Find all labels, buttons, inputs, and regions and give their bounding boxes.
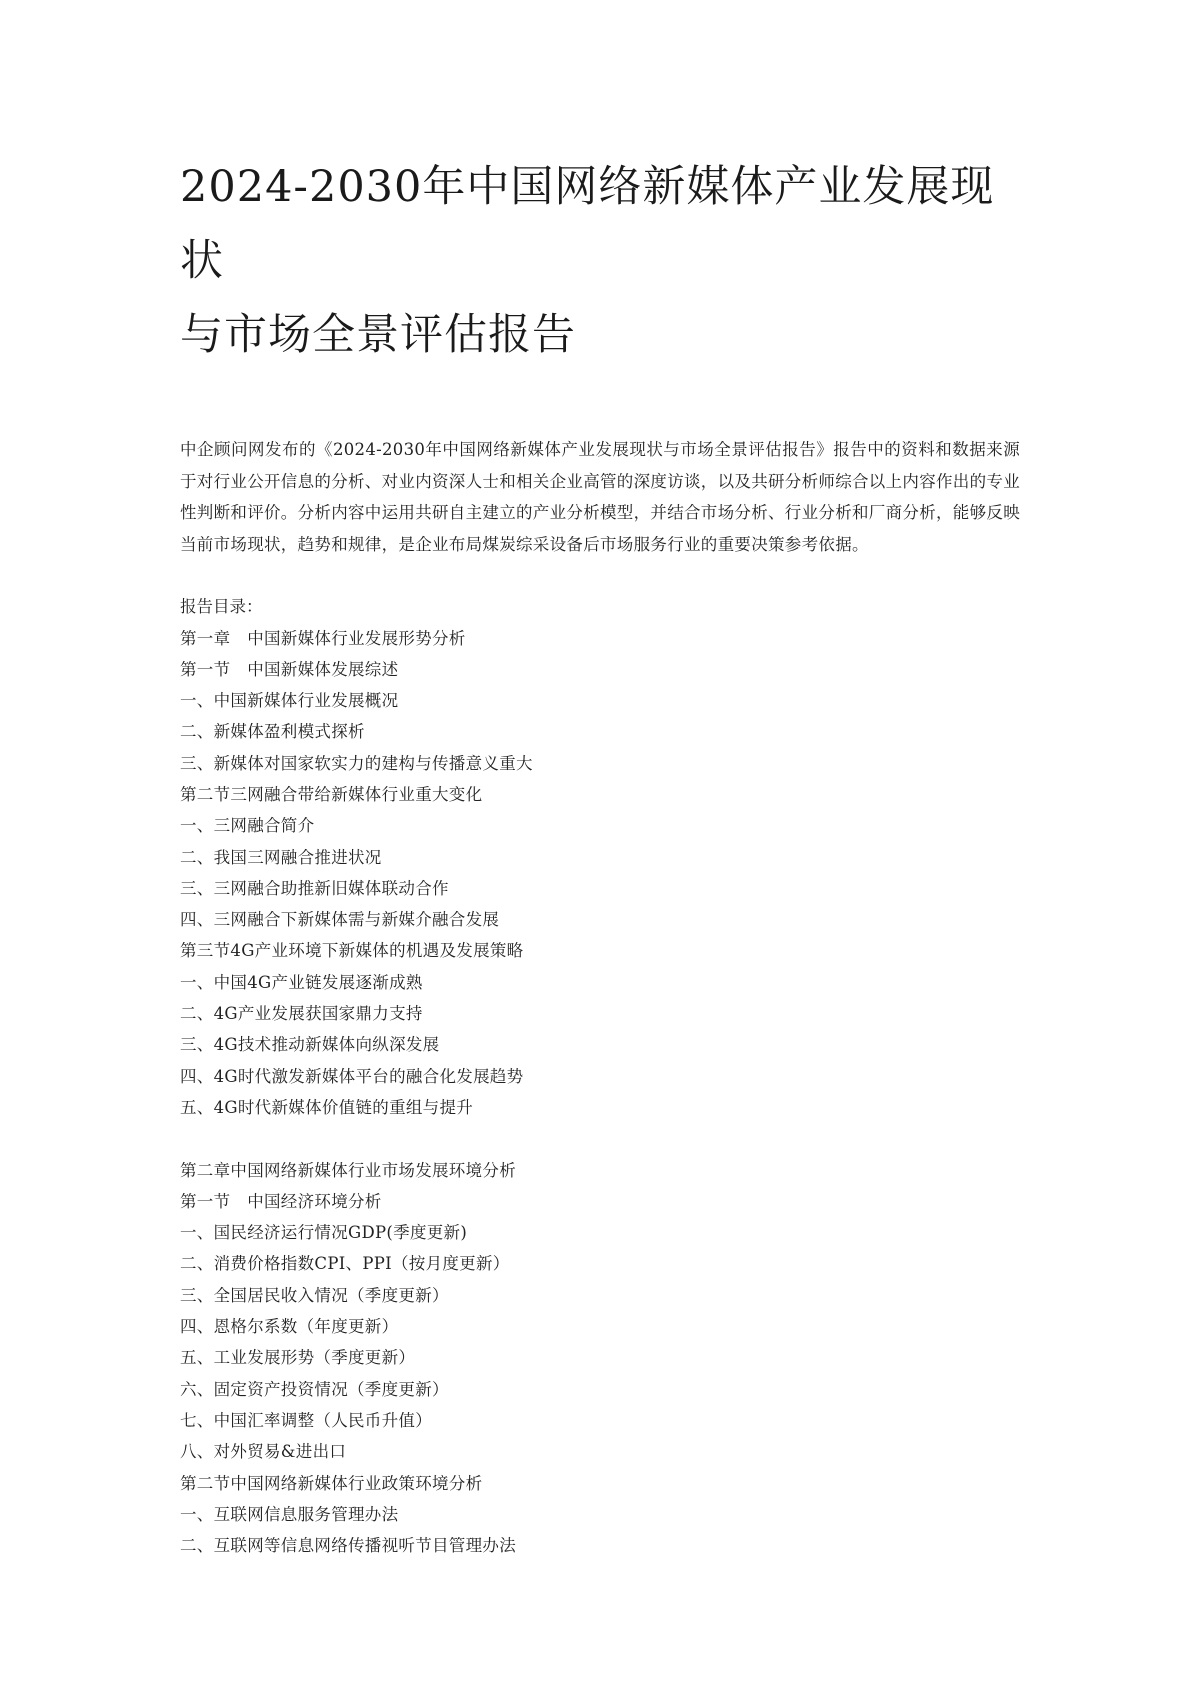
toc-entry: 二、消费价格指数CPI、PPI（按月度更新）: [180, 1254, 510, 1274]
intro-paragraph: 中企顾问网发布的《2024-2030年中国网络新媒体产业发展现状与市场全景评估报告》报告中的资料和数据来源于对行业公开信息的分析、对业内资深人士和相关企业高管的深度访谈，以及共研分析师综合以上内容作出的专业性判断和评价。分析内容中运用共研自主建立的产业分析模型，并结合市场分析、行业分析和厂商分析，能够反映当前市场现状，趋势和规律，是企业布局煤炭综采设备后市场服务行业的重要决策参考依据。: [180, 440, 1020, 554]
toc-list: [180, 623, 1020, 1562]
toc-entry: 二、我国三网融合推进状况: [180, 847, 382, 867]
toc-entry: 第一节 中国新媒体发展综述: [180, 659, 399, 679]
toc-entry: 五、4G时代新媒体价值链的重组与提升: [180, 1097, 474, 1117]
toc-entry: 第一节 中国经济环境分析: [180, 1191, 382, 1211]
toc-entry: 二、4G产业发展获国家鼎力支持: [180, 1004, 423, 1024]
toc-entry: 一、三网融合简介: [180, 816, 315, 836]
toc-heading: 报告目录：: [180, 597, 263, 616]
toc-entry: 三、4G技术推动新媒体向纵深发展: [180, 1035, 440, 1055]
toc-entry: 一、国民经济运行情况GDP(季度更新): [180, 1223, 468, 1243]
toc-entry: 第三节4G产业环境下新媒体的机遇及发展策略: [180, 941, 524, 961]
document-page: [180, 150, 1020, 1561]
toc-entry: 四、4G时代激发新媒体平台的融合化发展趋势: [180, 1066, 524, 1086]
toc-entry: 一、中国新媒体行业发展概况: [180, 691, 399, 711]
toc-entry: 第二章中国网络新媒体行业市场发展环境分析: [180, 1160, 516, 1180]
toc-entry: 第一章 中国新媒体行业发展形势分析: [180, 628, 466, 648]
title-line-1: 2024-2030年中国网络新媒体产业发展现状: [180, 162, 995, 286]
toc-entry: 六、固定资产投资情况（季度更新）: [180, 1379, 449, 1399]
toc-entry: 一、中国4G产业链发展逐渐成熟: [180, 972, 423, 992]
toc-entry: 八、对外贸易&进出口: [180, 1442, 347, 1462]
toc-entry: 五、工业发展形势（季度更新）: [180, 1348, 416, 1368]
toc-entry: 七、中国汇率调整（人民币升值）: [180, 1410, 432, 1430]
toc-entry: 三、全国居民收入情况（季度更新）: [180, 1285, 449, 1305]
toc-entry: 二、互联网等信息网络传播视听节目管理办法: [180, 1536, 516, 1556]
toc-entry: 三、新媒体对国家软实力的建构与传播意义重大: [180, 753, 533, 773]
toc-entry: 四、三网融合下新媒体需与新媒介融合发展: [180, 910, 500, 930]
toc-entry: 二、新媒体盈利模式探析: [180, 722, 365, 742]
toc-entry: 第二节中国网络新媒体行业政策环境分析: [180, 1473, 483, 1493]
toc-entry: 四、恩格尔系数（年度更新）: [180, 1317, 399, 1337]
toc-entry: 三、三网融合助推新旧媒体联动合作: [180, 878, 449, 898]
toc-spacer: [180, 1123, 1020, 1154]
title-line-2: 与市场全景评估报告: [180, 310, 576, 360]
toc-entry: 一、互联网信息服务管理办法: [180, 1504, 399, 1524]
document-title: [180, 150, 1020, 372]
toc-entry: 第二节三网融合带给新媒体行业重大变化: [180, 784, 483, 804]
